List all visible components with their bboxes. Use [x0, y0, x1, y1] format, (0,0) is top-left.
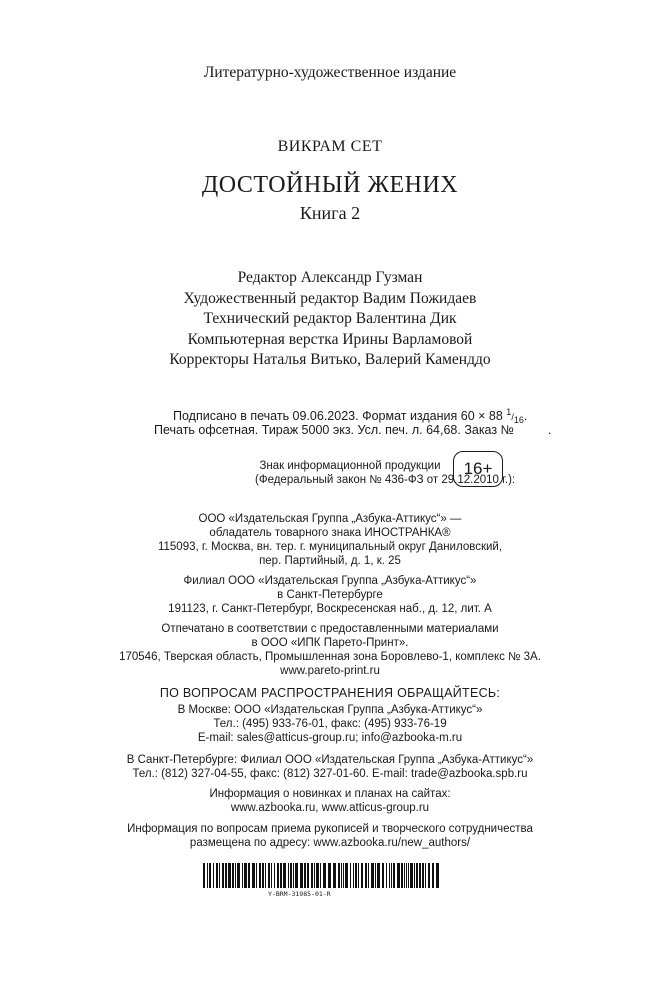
publisher-line: пер. Партийный, д. 1, к. 25	[259, 555, 401, 567]
barcode-bar	[391, 863, 392, 888]
barcode-bar	[290, 863, 292, 888]
barcode-bar	[237, 863, 240, 888]
barcode-bar	[242, 863, 243, 888]
manuscripts-line: Информация по вопросам приема рукописей и творческого сотрудничества	[127, 823, 533, 835]
branch-block	[0, 574, 660, 616]
barcode-bar	[300, 863, 303, 888]
barcode-bar	[425, 863, 426, 888]
printer-line: в ООО «ИПК Парето-Принт».	[251, 637, 409, 649]
barcode-bar	[338, 863, 340, 888]
spb-line: Тел.: (812) 327-04-55, факс: (812) 327-01-60. E-mail: trade@azbooka.spb.ru	[132, 768, 528, 780]
publisher-line: обладатель товарного знака ИНОСТРАНКА®	[209, 527, 451, 539]
branch-line: в Санкт-Петербурге	[277, 589, 383, 601]
barcode-bar	[386, 863, 387, 888]
barcode-bar	[343, 863, 344, 888]
print-line-1-text: Подписано в печать 09.06.2023. Формат издания 60 × 88	[173, 409, 503, 423]
barcode-bar	[307, 863, 309, 888]
barcode-bar	[268, 863, 270, 888]
barcode-bar	[333, 863, 336, 888]
barcode-bar	[416, 863, 418, 888]
barcode-bar	[277, 863, 279, 888]
author-name: ВИКРАМ СЕТ	[277, 138, 383, 155]
barcode-bar	[422, 863, 424, 888]
printer-line: Отпечатано в соответствии с предоставленными материалами	[161, 623, 499, 635]
barcode-bar	[401, 863, 403, 888]
barcode-bar	[320, 863, 321, 888]
print-line-2-text: Печать офсетная. Тираж 5000 экз. Усл. печ. л. 64,68. Заказ №	[154, 423, 514, 437]
barcode-bar	[408, 863, 409, 888]
barcode-bar	[225, 863, 227, 888]
credit-editor: Редактор Александр Гузман	[237, 269, 423, 286]
info-sign-line-1: Знак информационной продукции	[259, 460, 441, 472]
barcode-bar	[232, 863, 234, 888]
barcode-bar	[404, 863, 405, 888]
print-line-2-end: .	[548, 423, 552, 437]
barcode-bar	[271, 863, 272, 888]
publisher-line: 115093, г. Москва, вн. тер. г. муниципальный округ Даниловский,	[157, 541, 503, 553]
barcode-bar	[350, 863, 351, 888]
staff-credits	[0, 268, 660, 371]
barcode-bar	[213, 863, 214, 888]
barcode-bar	[355, 863, 357, 888]
news-block	[0, 787, 660, 815]
barcode-bar	[393, 863, 395, 888]
barcode-image	[203, 863, 443, 888]
barcode-bar	[311, 863, 313, 888]
age-rating-badge: 16+	[453, 451, 503, 487]
barcode-bar	[361, 863, 363, 888]
barcode-bar	[358, 863, 359, 888]
print-line-1-end: .	[523, 409, 528, 423]
barcode-bar	[248, 863, 250, 888]
barcode-bar	[222, 863, 224, 888]
barcode-bar	[262, 863, 264, 888]
barcode-bar	[219, 863, 220, 888]
distribution-spb	[0, 753, 660, 781]
credit-layout: Компьютерная верстка Ирины Варламовой	[187, 330, 473, 348]
barcode-bar	[252, 863, 255, 888]
barcode-bar	[410, 863, 413, 888]
moscow-line: В Москве: ООО «Издательская Группа „Азбука-Аттикус“»	[177, 704, 483, 716]
publisher-block	[0, 512, 660, 568]
barcode-bar	[304, 863, 306, 888]
publisher-line: ООО «Издательская Группа „Азбука-Аттикус“» —	[198, 513, 462, 525]
barcode-bar	[235, 863, 236, 888]
book-title: ДОСТОЙНЫЙ ЖЕНИХ	[201, 172, 459, 198]
format-numerator: 1	[506, 407, 512, 417]
barcode-bar	[389, 863, 390, 888]
distribution-moscow	[0, 686, 660, 745]
moscow-line: Тел.: (495) 933-76-01, факс: (495) 933-76-19	[213, 718, 447, 730]
barcode-label: Y-BRM-31985-01-R	[268, 890, 331, 898]
barcode-bar	[406, 863, 407, 888]
barcode-bar	[353, 863, 354, 888]
printer-line: 170546, Тверская область, Промышленная зона Боровлево-1, комплекс № 3А.	[119, 651, 541, 663]
barcode-bar	[216, 863, 218, 888]
spb-line: В Санкт-Петербурге: Филиал ООО «Издательская Группа „Азбука-Аттикус“»	[126, 754, 534, 766]
print-line-2	[154, 421, 551, 439]
moscow-line: E-mail: sales@atticus-group.ru; info@azbooka-m.ru	[197, 732, 463, 744]
barcode-bar	[371, 863, 374, 888]
barcode-bar	[377, 863, 380, 888]
barcode-bar	[419, 863, 421, 888]
barcode-bar	[432, 863, 434, 888]
format-denominator: 16	[513, 415, 524, 425]
barcode-bar	[316, 863, 319, 888]
barcode-bar	[274, 863, 275, 888]
barcode-bar	[365, 863, 367, 888]
credit-tech-editor: Технический редактор Валентина Дик	[203, 310, 457, 327]
barcode-bar	[328, 863, 331, 888]
barcode-bar	[414, 863, 415, 888]
book-volume: Книга 2	[299, 203, 361, 223]
barcode-bar	[293, 863, 294, 888]
barcode-bar	[256, 863, 257, 888]
barcode-bar	[280, 863, 282, 888]
barcode-bar	[228, 863, 231, 888]
barcode-bar	[209, 863, 211, 888]
printer-block	[0, 622, 660, 678]
barcode-bar	[265, 863, 266, 888]
barcode-bar	[288, 863, 289, 888]
barcode-bar	[428, 863, 430, 888]
barcode-bar	[368, 863, 369, 888]
barcode-bar	[436, 863, 439, 888]
barcode-bar	[345, 863, 348, 888]
branch-line: Филиал ООО «Издательская Группа „Азбука-Аттикус“»	[183, 575, 477, 587]
barcode-bar	[203, 863, 205, 888]
manuscripts-line: размещена по адресу: www.azbooka.ru/new_authors/	[189, 837, 471, 849]
barcode-bar	[283, 863, 286, 888]
barcode-bar	[382, 863, 384, 888]
barcode-bar	[259, 863, 261, 888]
barcode-bar	[323, 863, 326, 888]
info-sign-line-2: (Федеральный закон № 436-ФЗ от 29.12.2010 г.):	[255, 473, 516, 486]
barcode-bar	[295, 863, 298, 888]
news-line: Информация о новинках и планах на сайтах:	[209, 788, 451, 800]
branch-line: 191123, г. Санкт-Петербург, Воскресенская наб., д. 12, лит. А	[168, 603, 492, 615]
barcode-bar	[341, 863, 342, 888]
barcode-bar	[397, 863, 400, 888]
news-line: www.azbooka.ru, www.atticus-group.ru	[230, 802, 430, 814]
manuscripts-block	[0, 822, 660, 850]
barcode-bar	[207, 863, 208, 888]
credit-art-editor: Художественный редактор Вадим Пожидаев	[183, 289, 477, 307]
barcode-bar	[314, 863, 315, 888]
edition-note: Литературно-художественное издание	[203, 64, 457, 81]
print-line-1: Подписано в печать 09.06.2023. Формат издания 60 × 88 $^1/_{16}$.	[173, 407, 528, 425]
distribution-heading: ПО ВОПРОСАМ РАСПРОСТРАНЕНИЯ ОБРАЩАЙТЕСЬ:	[159, 686, 501, 700]
barcode-bar	[375, 863, 376, 888]
barcode-bar	[244, 863, 247, 888]
printer-line: www.pareto-print.ru	[280, 665, 380, 677]
credit-proofreaders: Корректоры Наталья Витько, Валерий Каменддо	[169, 351, 491, 368]
